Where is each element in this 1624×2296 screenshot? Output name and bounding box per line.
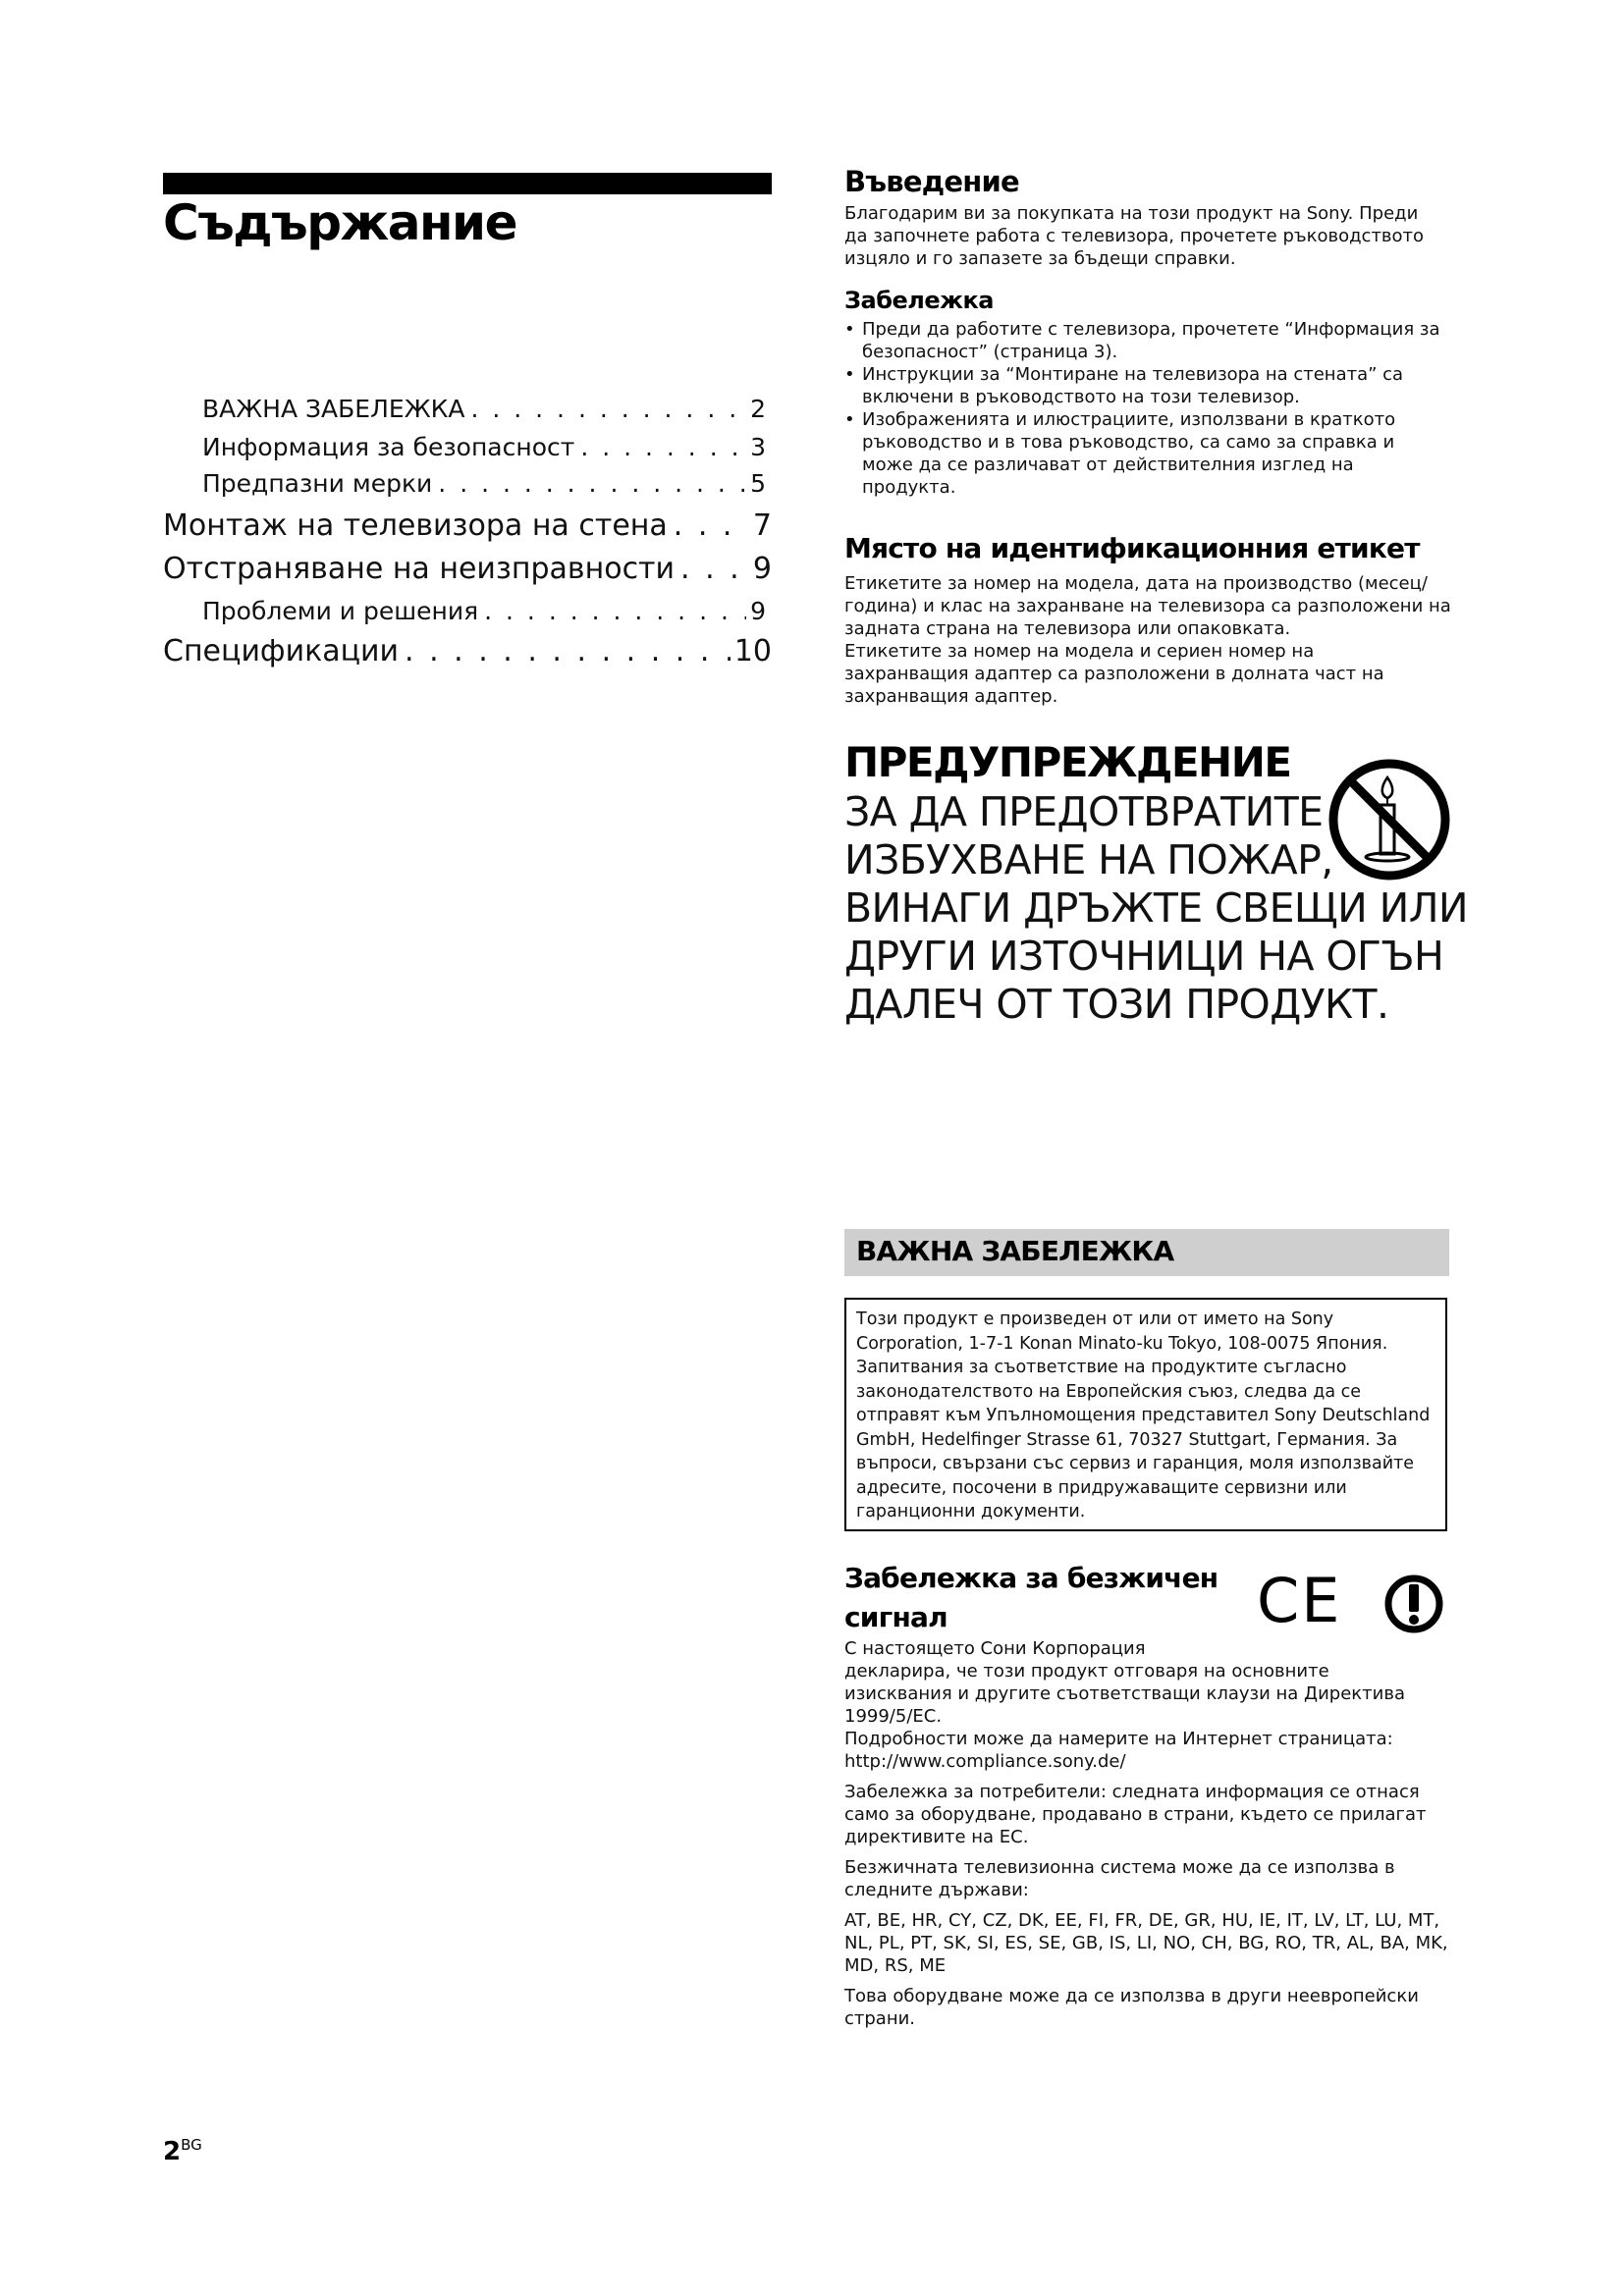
important-notice-heading: ВАЖНА ЗАБЕЛЕЖКА — [856, 1235, 1174, 1267]
label-location-heading: Място на идентификационния етикет — [844, 532, 1420, 564]
wireless-text-2: Подробности може да намерите на Интернет страницата: — [844, 1729, 1393, 1749]
page-number-value: 2 — [163, 2137, 182, 2166]
toc-entry-label: Спецификации — [163, 634, 399, 668]
important-notice-box — [844, 1298, 1447, 1531]
country-list: AT, BE, HR, CY, CZ, DK, EE, FI, FR, DE, GR, HU, IE, IT, LV, LT, LU, MT, NL, PL, PT, SK, SI, ES, SE, GB, IS, LI, NO, CH, BG, RO, TR, AL, BA, MK, MD, RS, ME — [844, 1910, 1448, 1976]
ce-mark-icon: CE — [1257, 1565, 1342, 1636]
page-number — [163, 2136, 202, 2166]
toc-entry-specifications[interactable] — [163, 634, 772, 668]
toc-entry-label: Монтаж на телевизора на стена — [163, 508, 668, 543]
wireless-section — [844, 1559, 1453, 2030]
intro-heading: Въведение — [844, 165, 1019, 198]
note-item: • Изображенията и илюстрациите, използвани в краткото ръководство и в това ръководство, са само за справка и може да се различават от действителния изглед на продукта. — [844, 408, 1441, 499]
toc-entry-page: 10 — [733, 634, 772, 668]
toc-leader — [464, 395, 746, 423]
note-item: • Преди да работите с телевизора, прочетете “Информация за безопасност” (страница 3). — [844, 318, 1441, 363]
class2-alert-icon — [1382, 1573, 1445, 1635]
toc-entry-safety-info[interactable] — [202, 433, 766, 461]
toc-entry-important-notice[interactable] — [202, 395, 766, 423]
label-location-text-2: Етикетите за номер на модела и сериен номер на захранващия адаптер са разположени в долната част на захранващия адаптер. — [844, 641, 1384, 707]
toc-entry-troubleshooting[interactable] — [163, 552, 772, 586]
toc-leader — [478, 597, 746, 625]
wireless-text-3: Забележка за потребители: следната информация се отнася само за оборудване, продавано в страни, където се прилагат директивите на ЕС. — [844, 1782, 1427, 1847]
wireless-text-1a: С настоящето Сони Корпорация — [844, 1638, 1146, 1659]
toc-title: Съдържание — [163, 194, 516, 251]
toc-entry-label: ВАЖНА ЗАБЕЛЕЖКА — [202, 395, 465, 423]
no-open-flame-icon — [1326, 756, 1453, 883]
page-language-code: BG — [181, 2136, 202, 2154]
important-notice-text: Този продукт е произведен от или от името на Sony Corporation, 1-7-1 Konan Minato-ku Tokyo, 108-0075 Япония. Запитвания за съответствие на продуктите съгласно законодателството на Европейския съюз, следва да се отправят към Упълномощения представител Sony Deutschland GmbH, Hedelfinger Strasse 61, 70327 Stuttgart, Германия. За въпроси, свързани със сервиз и гаранция, моля използвайте адресите, посочени в придружаващите сервизни или гаранционни документи. — [856, 1309, 1431, 1522]
label-location-text-1: Етикетите за номер на модела, дата на производство (месец/година) и клас на захранване на телевизора са разположени на задната страна на телевизора или опаковката. — [844, 573, 1451, 639]
note-section — [844, 287, 1453, 499]
toc-entry-page: 9 — [752, 552, 772, 586]
toc-entry-page: 3 — [750, 433, 766, 461]
warning-text: ЗА ДА ПРЕДОТВРАТИТЕ ИЗБУХВАНЕ НА ПОЖАР, ВИНАГИ ДРЪЖТЕ СВЕЩИ ИЛИ ДРУГИ ИЗТОЧНИЦИ НА ОГЪН ДАЛЕЧ ОТ ТОЗИ ПРОДУКТ. — [844, 788, 1468, 1028]
warning-title: ПРЕДУПРЕЖДЕНИЕ — [844, 738, 1291, 786]
toc-entry-label: Информация за безопасност — [202, 433, 575, 461]
toc-entry-label: Проблеми и решения — [202, 597, 479, 625]
toc-leader — [675, 552, 749, 586]
wireless-text-5: Това оборудване може да се използва в други неевропейски страни. — [844, 1986, 1419, 2029]
intro-text: Благодарим ви за покупката на този продукт на Sony. Преди да започнете работа с телевизора, прочетете ръководството изцяло и го запазете за бъдещи справки. — [844, 203, 1425, 269]
toc-entry-wall-mount[interactable] — [163, 508, 772, 543]
label-location-section — [844, 532, 1453, 708]
note-item: • Инструкции за “Монтиране на телевизора на стената” са включени в ръководството на този телевизор. — [844, 363, 1441, 408]
note-heading: Забележка — [844, 287, 995, 314]
toc-leader — [432, 469, 746, 498]
wireless-text-1b: декларира, че този продукт отговаря на основните изисквания и другите съответстващи клаузи на Директива 1999/5/ЕС. — [844, 1661, 1405, 1727]
wireless-heading — [844, 1559, 1453, 1637]
important-notice-banner — [844, 1229, 1449, 1276]
toc-entry-page: 7 — [752, 508, 772, 543]
toc-entry-page: 9 — [750, 597, 766, 625]
toc-entry-problems-solutions[interactable] — [202, 597, 766, 625]
toc-leader — [399, 634, 731, 668]
toc-leader — [668, 508, 749, 543]
toc-entry-label: Предпазни мерки — [202, 469, 433, 498]
wireless-heading-line-1: Забележка за безжичен — [844, 1562, 1218, 1594]
toc-entry-page: 5 — [750, 469, 766, 498]
toc-entry-label: Отстраняване на неизправности — [163, 552, 676, 586]
toc-leader — [574, 433, 746, 461]
toc-entry-page: 2 — [750, 395, 766, 423]
compliance-url[interactable]: http://www.compliance.sony.de/ — [844, 1751, 1126, 1772]
toc-header-bar — [163, 173, 772, 194]
note-list — [844, 318, 1441, 499]
wireless-heading-line-2: сигнал — [844, 1601, 947, 1633]
intro-section — [844, 165, 1453, 270]
wireless-text-4: Безжичната телевизионна система може да се използва в следните държави: — [844, 1857, 1395, 1900]
toc-entry-precautions[interactable] — [202, 469, 766, 498]
